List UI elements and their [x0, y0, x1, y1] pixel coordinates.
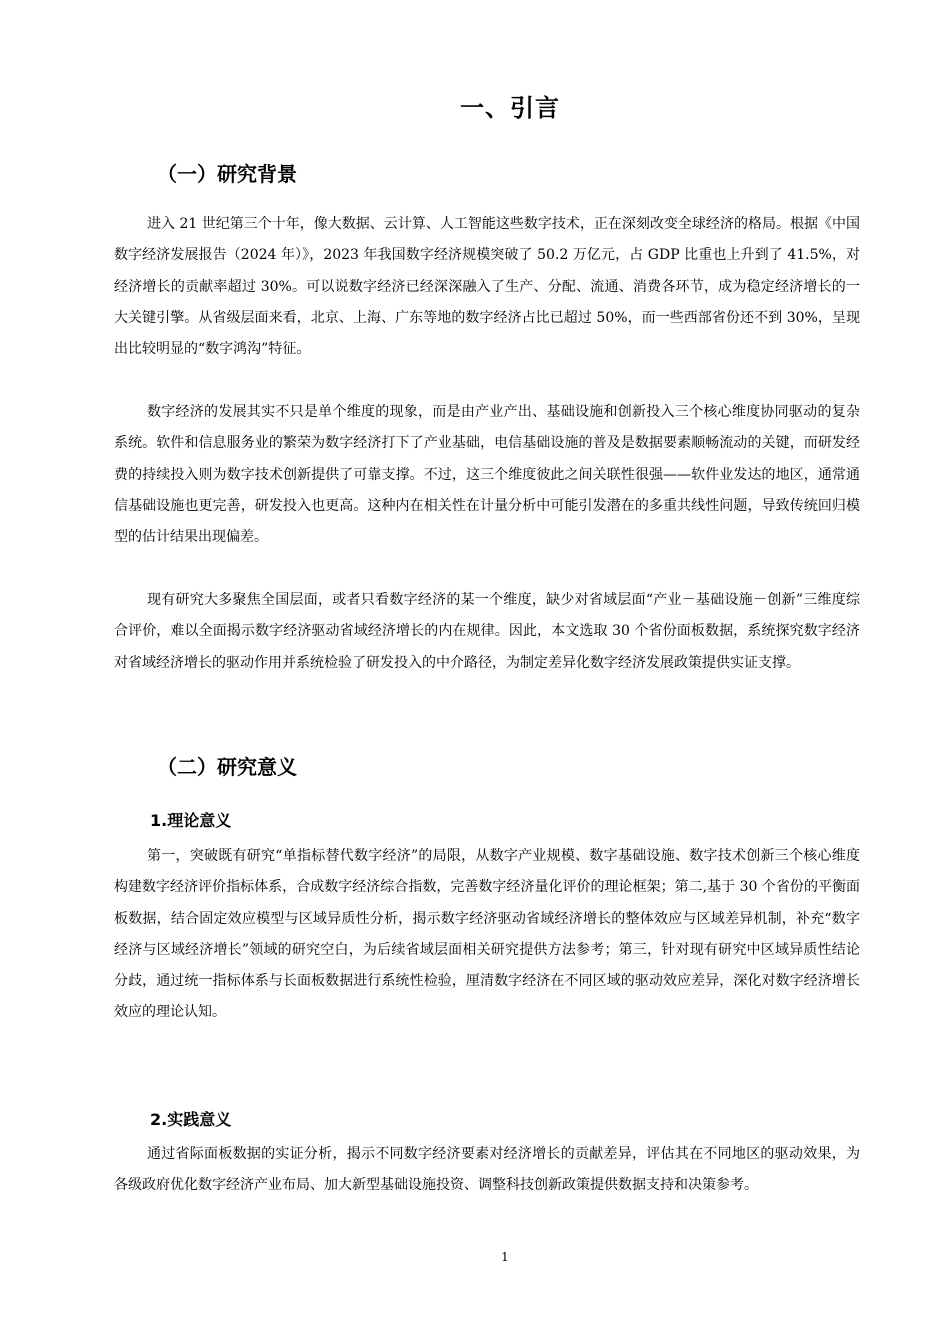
section-heading-research-background: （一）研究背景	[157, 162, 297, 186]
section-heading-research-significance: （二）研究意义	[157, 755, 297, 779]
subsection-heading-theoretical: 1.理论意义	[150, 811, 232, 830]
paragraph-background-3: 现有研究大多聚焦全国层面，或者只看数字经济的某一个维度，缺少对省域层面“产业－基础设施－创新”三维度综合评价，难以全面揭示数字经济驱动省域经济增长的内在规律。因此，本文选取 30 个省份面板数据，系统探究数字经济对省域经济增长的驱动作用并系统检验了研发投入的中介路径，为制定差异化数字经济发展政策提供实证支撑。	[114, 592, 860, 671]
chapter-title: 一、引言	[460, 94, 560, 122]
paragraph-theoretical-significance: 第一，突破既有研究“单指标替代数字经济”的局限，从数字产业规模、数字基础设施、数字技术创新三个核心维度构建数字经济评价指标体系，合成数字经济综合指数，完善数字经济量化评价的理论框架；第二,基于 30 个省份的平衡面板数据，结合固定效应模型与区域异质性分析，揭示数字经济驱动省域经济增长的整体效应与区域差异机制，补充“数字经济与区域经济增长”领域的研究空白，为后续省域层面相关研究提供方法参考；第三，针对现有研究中区域异质性结论分歧，通过统一指标体系与长面板数据进行系统性检验，厘清数字经济在不同区域的驱动效应差异，深化对数字经济增长效应的理论认知。	[114, 848, 860, 1021]
paragraph-background-2: 数字经济的发展其实不只是单个维度的现象，而是由产业产出、基础设施和创新投入三个核心维度协同驱动的复杂系统。软件和信息服务业的繁荣为数字经济打下了产业基础，电信基础设施的普及是数据要素顺畅流动的关键，而研发经费的持续投入则为数字技术创新提供了可靠支撑。不过，这三个维度彼此之间关联性很强——软件业发达的地区，通常通信基础设施也更完善，研发投入也更高。这种内在相关性在计量分析中可能引发潜在的多重共线性问题，导致传统回归模型的估计结果出现偏差。	[114, 404, 860, 546]
paragraph-practical-significance: 通过省际面板数据的实证分析，揭示不同数字经济要素对经济增长的贡献差异，评估其在不同地区的驱动效果，为各级政府优化数字经济产业布局、加大新型基础设施投资、调整科技创新政策提供数据支持和决策参考。	[114, 1146, 860, 1194]
page-number: 1	[501, 1250, 509, 1264]
paragraph-background-1: 进入 21 世纪第三个十年，像大数据、云计算、人工智能这些数字技术，正在深刻改变全球经济的格局。根据《中国数字经济发展报告（2024 年）》，2023 年我国数字经济规模突破了 50.2 万亿元，占 GDP 比重也上升到了 41.5%，对经济增长的贡献率超过 30%。可以说数字经济已经深深融入了生产、分配、流通、消费各环节，成为稳定经济增长的一大关键引擎。从省级层面来看，北京、上海、广东等地的数字经济占比已超过 50%，而一些西部省份还不到 30%，呈现出比较明显的“数字鸿沟”特征。	[114, 216, 860, 358]
subsection-heading-practical: 2.实践意义	[150, 1110, 232, 1129]
